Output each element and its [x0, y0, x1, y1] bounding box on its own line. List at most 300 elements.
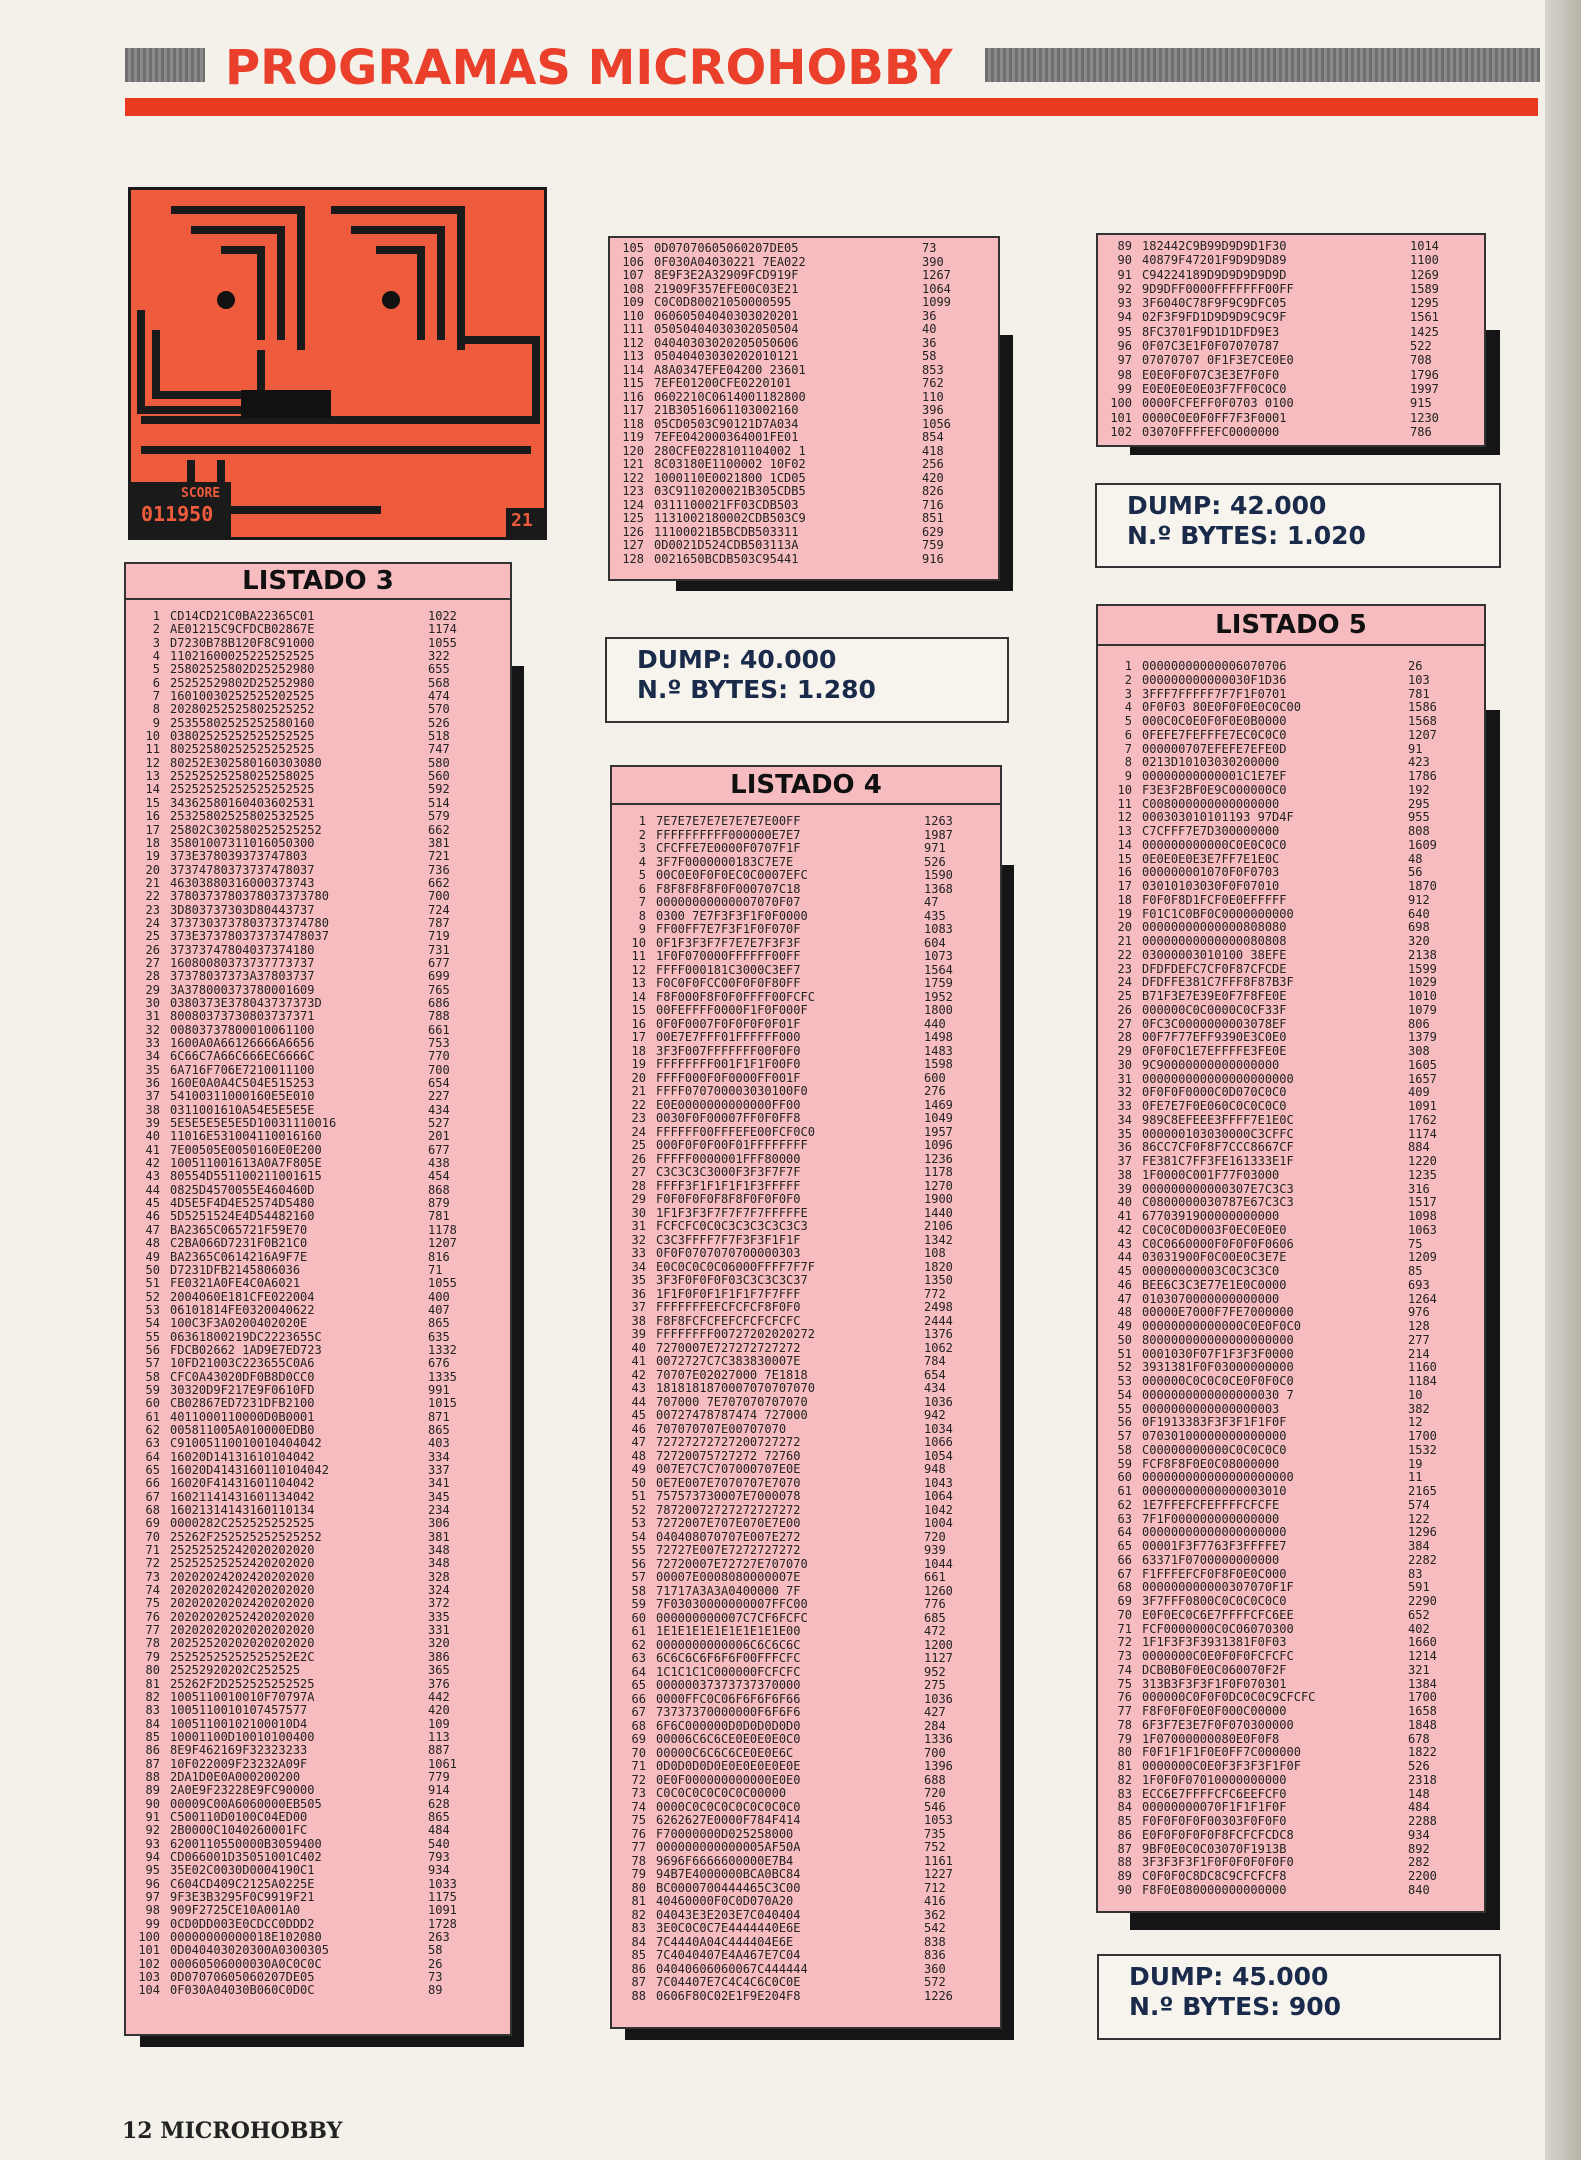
listing-row: [130, 1744, 510, 1757]
checksum: 320: [1408, 935, 1430, 948]
listing-row: [1102, 339, 1484, 353]
line-number: 22: [631, 1098, 646, 1112]
hex-code: FCFCFC0C0C3C3C3C3C3C3: [656, 1220, 808, 1233]
listing-row: [616, 910, 1000, 924]
line-number: 97: [145, 1891, 160, 1904]
listing-row: [616, 1706, 1000, 1720]
hex-code: F1FFFEFCF0F8F0E0C000: [1142, 1567, 1287, 1581]
line-number: 112: [622, 336, 644, 350]
hex-code: F70000000D025258000: [656, 1827, 794, 1841]
page-header: [125, 40, 1540, 96]
hex-code: 25252920202C252525: [170, 1664, 301, 1678]
listing-row: [614, 418, 998, 432]
line-number: 29: [631, 1193, 646, 1206]
line-number: 75: [631, 1814, 646, 1827]
checksum: 282: [1408, 1856, 1430, 1870]
checksum: 295: [1408, 797, 1430, 811]
hex-code: 02F3F9FD1D9D9D9C9C9F: [1142, 310, 1287, 325]
hex-code: 80080373730803737371: [170, 1010, 315, 1024]
listing-row: [616, 869, 1000, 883]
line-number: 79: [145, 1650, 160, 1664]
line-number: 80: [1117, 1746, 1132, 1760]
line-number: 101: [1110, 410, 1132, 425]
line-number: 124: [622, 498, 644, 512]
hex-code: 10F022009F23232A09F: [170, 1757, 308, 1771]
line-number: 109: [622, 296, 644, 309]
line-number: 19: [1117, 907, 1132, 921]
hex-code: F0F0F8D1FCF0E0EFFFFF: [1142, 893, 1287, 907]
listing-row: [1102, 282, 1484, 296]
listing-row: [616, 937, 1000, 951]
listing-row: [614, 296, 998, 310]
checksum: 26: [1408, 660, 1423, 673]
listing-row: [1102, 729, 1484, 743]
hex-code: 3A378000373780001609: [170, 983, 315, 997]
hex-code: 00C0E0F0F0EC0C0007EFC: [656, 869, 808, 882]
line-number: 38: [631, 1314, 646, 1328]
line-number: 4: [1124, 701, 1132, 715]
hex-code: 0825D4570055E460460D: [170, 1183, 315, 1197]
checksum: 546: [924, 1800, 946, 1814]
listing-row: [1102, 866, 1484, 880]
checksum: 328: [428, 1570, 450, 1584]
hex-code: 000000C0F0F0DC0C0C9CFCFC: [1142, 1691, 1316, 1705]
listing-row: [1102, 798, 1484, 812]
checksum: 1483: [924, 1044, 953, 1058]
hex-code: 3FFF7FFFFF7F7F1F0701: [1142, 687, 1287, 701]
line-number: 35: [145, 1063, 160, 1077]
checksum: 474: [428, 690, 450, 704]
checksum: 75: [1408, 1237, 1423, 1251]
checksum: 1517: [1408, 1196, 1437, 1210]
hex-code: 72727E007E7272727272: [656, 1544, 801, 1557]
hex-code: FFFFFF00FFFEFE00FCF0C0: [656, 1125, 815, 1139]
hex-code: 5D5251524E4D54482160: [170, 1210, 315, 1224]
hex-code: 25252525252525252525: [170, 783, 315, 797]
line-number: 70: [145, 1530, 160, 1544]
line-number: 39: [1117, 1182, 1132, 1196]
line-number: 86: [1117, 1828, 1132, 1842]
listing-row: [616, 1544, 1000, 1558]
listing-row: [616, 1166, 1000, 1180]
checksum: 1184: [1408, 1375, 1437, 1388]
line-number: 87: [1117, 1842, 1132, 1856]
listing-row: [1102, 743, 1484, 757]
checksum: 348: [428, 1557, 450, 1571]
hex-code: 1F0F0F07010000000000: [1142, 1773, 1287, 1787]
listing-row: [130, 1771, 510, 1784]
listing-row: [1102, 990, 1484, 1004]
hex-code: 25252525252525252E2C: [170, 1650, 315, 1664]
line-number: 49: [1117, 1320, 1132, 1333]
hex-code: C0C0C0C0C0C0C00000: [656, 1787, 787, 1800]
line-number: 8: [1124, 756, 1132, 770]
listing-row: [130, 850, 510, 863]
checksum: 572: [924, 1976, 946, 1989]
listing-row: [1102, 1416, 1484, 1430]
checksum: 560: [428, 770, 450, 784]
line-number: 92: [1117, 281, 1132, 296]
line-number: 71: [1117, 1622, 1132, 1636]
game-screenshot: [128, 187, 547, 540]
hex-code: E0E0E0E0E03F7FF0C0C0: [1142, 381, 1287, 396]
line-number: 95: [145, 1864, 160, 1878]
line-number: 33: [1117, 1100, 1132, 1113]
line-number: 63: [631, 1652, 646, 1665]
line-number: 74: [145, 1584, 160, 1598]
checksum: 1700: [1408, 1430, 1437, 1443]
line-number: 38: [1117, 1168, 1132, 1182]
line-number: 57: [631, 1571, 646, 1584]
listing-row: [130, 1064, 510, 1077]
checksum: 640: [1408, 907, 1430, 921]
listing-row: [616, 1301, 1000, 1315]
checksum: 26: [428, 1957, 443, 1971]
hex-code: 000000001070F0F0703: [1142, 866, 1280, 880]
checksum: 1209: [1408, 1251, 1437, 1265]
listing-row: [616, 1342, 1000, 1356]
checksum: 1296: [1408, 1526, 1437, 1540]
hex-code: 25262F252525252525252: [170, 1530, 322, 1544]
checksum: 1029: [1408, 976, 1437, 990]
checksum: 1800: [924, 1004, 953, 1017]
listing-row: [614, 553, 998, 567]
hex-code: 35801007311016050300: [170, 836, 315, 850]
listing-row: [614, 445, 998, 459]
listing-row: [1102, 1815, 1484, 1829]
hex-code: 00000000000000080808: [1142, 935, 1287, 948]
hex-code: 6262627E0000F784F414: [656, 1814, 801, 1827]
checksum: 887: [428, 1744, 450, 1758]
checksum: 1952: [924, 990, 953, 1004]
listing-row: [614, 539, 998, 553]
hex-code: 0F0F03 80E0F0F0E0C0C00: [1142, 701, 1301, 715]
listing-row: [130, 1170, 510, 1183]
listing-row: [1102, 839, 1484, 853]
hex-code: 72720075727272 72760: [656, 1449, 801, 1463]
line-number: 58: [1117, 1443, 1132, 1457]
level-number: 21: [511, 510, 533, 531]
line-number: 94: [145, 1850, 160, 1864]
line-number: 20: [1117, 921, 1132, 935]
hex-code: 9F3E3B3295F0C9919F21: [170, 1891, 315, 1904]
listing-row: [616, 829, 1000, 843]
hex-code: C0800000030787E67C3C3: [1142, 1196, 1294, 1210]
line-number: 50: [145, 1263, 160, 1277]
hex-code: 800000000000000000000: [1142, 1333, 1294, 1347]
checksum: 1063: [1408, 1223, 1437, 1237]
hex-code: C00000000000C0C0C0C0: [1142, 1443, 1287, 1457]
hex-code: 20202020202020202020: [170, 1624, 315, 1638]
checksum: 518: [428, 730, 450, 744]
checksum: 708: [1410, 353, 1432, 368]
hex-code: 9696F6666600000E7B4: [656, 1854, 794, 1868]
checksum: 91: [1408, 742, 1423, 756]
listing-row: [616, 842, 1000, 856]
checksum: 1786: [1408, 770, 1437, 783]
checksum: 654: [428, 1077, 450, 1091]
checksum: 36: [922, 309, 937, 323]
listing-row: [130, 1210, 510, 1223]
hex-code: 6A716F706E7210011100: [170, 1063, 315, 1077]
listing-row: [614, 269, 998, 283]
listing-row: [1102, 963, 1484, 977]
hex-code: 0E7E007E7070707E7070: [656, 1476, 801, 1490]
line-number: 36: [631, 1287, 646, 1301]
hex-code: 00727478787474 727000: [656, 1409, 808, 1422]
listing-row: [616, 1058, 1000, 1072]
hex-code: FFFFFFFFFF000000E7E7: [656, 828, 801, 842]
listing-row: [616, 991, 1000, 1005]
hex-code: 25262F2D252525252525: [170, 1677, 315, 1691]
line-number: 71: [145, 1544, 160, 1558]
checksum: 661: [924, 1571, 946, 1584]
checksum: 316: [1408, 1182, 1430, 1196]
checksum: 776: [924, 1598, 946, 1611]
checksum: 712: [924, 1881, 946, 1895]
listing-row: [616, 1990, 1000, 2004]
dump-box-3: [1097, 1954, 1501, 2040]
listing-row: [1102, 1746, 1484, 1760]
checksum: 403: [428, 1437, 450, 1451]
checksum: 1820: [924, 1260, 953, 1274]
checksum: 851: [922, 512, 944, 525]
hex-code: 37373747804037374180: [170, 943, 315, 957]
listing-row: [130, 1958, 510, 1971]
hex-code: 7270007E727272727272: [656, 1341, 801, 1355]
line-number: 74: [1117, 1663, 1132, 1677]
listing-row: [616, 1450, 1000, 1464]
listing-row: [130, 810, 510, 823]
listing-row: [616, 1801, 1000, 1815]
line-number: 28: [1117, 1031, 1132, 1045]
checksum: 1336: [924, 1733, 953, 1746]
checksum: 1498: [924, 1031, 953, 1044]
line-number: 37: [145, 1090, 160, 1104]
listing-row: [1102, 310, 1484, 324]
dump-box-1: [605, 637, 1009, 723]
hex-code: 0FC3C0000000003078EF: [1142, 1017, 1287, 1031]
checksum: 948: [924, 1463, 946, 1476]
listing-row: [1102, 1719, 1484, 1733]
listing-row: [1102, 1526, 1484, 1540]
checksum: 772: [924, 1287, 946, 1301]
listing-row: [616, 1018, 1000, 1032]
checksum: 71: [428, 1263, 443, 1277]
listing-row: [1102, 784, 1484, 798]
hex-code: 46303880316000373743: [170, 876, 315, 890]
checksum: 1264: [1408, 1292, 1437, 1306]
listing-row: [616, 1733, 1000, 1747]
line-number: 17: [1117, 880, 1132, 893]
listing-row: [616, 1193, 1000, 1207]
listing-row: [614, 404, 998, 418]
line-number: 85: [631, 1949, 646, 1962]
hex-code: 04043E3E203E7C040404: [656, 1908, 801, 1922]
checksum: 574: [1408, 1498, 1430, 1512]
listing-row: [130, 1931, 510, 1944]
hex-code: DFDFDEFC7CF0F87CFCDE: [1142, 962, 1287, 976]
checksum: 779: [428, 1770, 450, 1784]
page-title: PROGRAMAS MICROHOBBY: [225, 40, 953, 96]
listing-row: [130, 1864, 510, 1877]
checksum: 784: [924, 1355, 946, 1368]
line-number: 114: [622, 363, 644, 377]
line-number: 52: [145, 1290, 160, 1304]
listing-row: [1102, 1485, 1484, 1499]
listing-row: [130, 1277, 510, 1290]
listing-row: [130, 1397, 510, 1410]
hex-code: 0000000C0E0F0F0FCFCFC: [1142, 1650, 1294, 1663]
checksum: 1728: [428, 1917, 457, 1931]
hex-code: 0000000000000000003: [1142, 1402, 1280, 1416]
hex-code: 1C1C1C1C000000FCFCFC: [656, 1665, 801, 1679]
checksum: 677: [428, 956, 450, 970]
line-number: 15: [1117, 852, 1132, 866]
line-number: 58: [145, 1370, 160, 1384]
hex-code: 00000E7000F7FE7000000: [1142, 1306, 1294, 1320]
checksum: 1586: [1408, 701, 1437, 715]
line-number: 9: [638, 923, 646, 936]
checksum: 762: [922, 377, 944, 390]
checksum: 58: [428, 1944, 443, 1958]
listing-row: [616, 1153, 1000, 1167]
line-number: 126: [622, 525, 644, 539]
hex-code: 04040303020205050606: [654, 336, 799, 350]
checksum: 1098: [1408, 1210, 1437, 1223]
listing-row: [130, 1704, 510, 1717]
listing-row: [616, 1477, 1000, 1491]
line-number: 49: [145, 1250, 160, 1264]
line-number: 23: [1117, 962, 1132, 976]
checksum: 2290: [1408, 1595, 1437, 1608]
hex-code: 0F07C3E1F0F07070787: [1142, 339, 1280, 354]
listing-row: [1102, 1884, 1484, 1898]
line-number: 78: [631, 1854, 646, 1868]
hex-code: 16020F41431601104042: [170, 1477, 315, 1491]
checksum: 128: [1408, 1320, 1430, 1333]
checksum: 2282: [1408, 1553, 1437, 1567]
line-number: 79: [631, 1868, 646, 1881]
listing-top-right-rows: [1098, 235, 1484, 439]
checksum: 1342: [924, 1233, 953, 1247]
listing-row: [130, 1838, 510, 1851]
header-rule: [125, 98, 1538, 116]
hex-code: 71717A3A3A0400000 7F: [656, 1584, 801, 1598]
checksum: 1598: [924, 1058, 953, 1071]
checksum: 915: [1410, 396, 1432, 411]
listing-row: [1102, 1870, 1484, 1884]
line-number: 52: [631, 1503, 646, 1517]
line-number: 85: [145, 1730, 160, 1744]
listing-row: [614, 512, 998, 526]
listing-row: [616, 977, 1000, 991]
line-number: 61: [631, 1625, 646, 1638]
listing-row: [130, 1517, 510, 1530]
listing-row: [1102, 1856, 1484, 1870]
line-number: 72: [1117, 1636, 1132, 1650]
line-number: 21: [1117, 935, 1132, 948]
listing-row: [614, 337, 998, 351]
checksum: 693: [1408, 1278, 1430, 1292]
hex-code: 000000C0C0C0CE0F0F0C0: [1142, 1375, 1294, 1388]
listing-row: [130, 1491, 510, 1504]
line-number: 102: [138, 1957, 160, 1971]
checksum: 1015: [428, 1397, 457, 1411]
listing4: [610, 765, 1002, 2029]
listing-row: [616, 1490, 1000, 1504]
listing-row: [1102, 1045, 1484, 1059]
checksum: 337: [428, 1464, 450, 1477]
checksum: 788: [428, 1010, 450, 1024]
listing-row: [130, 917, 510, 930]
checksum: 1044: [924, 1557, 953, 1571]
listing-row: [130, 1878, 510, 1891]
checksum: 192: [1408, 783, 1430, 797]
hex-code: 11100021B5BCDB503311: [654, 525, 799, 539]
hex-code: 86CC7CF0F8F7CCC8667CF: [1142, 1141, 1294, 1155]
checksum: 1099: [922, 296, 951, 309]
line-number: 80: [631, 1881, 646, 1895]
checksum: 688: [924, 1773, 946, 1787]
line-number: 51: [1117, 1347, 1132, 1361]
checksum: 427: [924, 1706, 946, 1719]
checksum: 879: [428, 1197, 450, 1211]
line-number: 89: [1117, 239, 1132, 253]
line-number: 39: [631, 1328, 646, 1341]
listing-row: [616, 1963, 1000, 1977]
listing-row: [1102, 1196, 1484, 1210]
hex-code: C3C3C3C3000F3F3F7F7F: [656, 1166, 801, 1179]
hex-code: 0E0F000000000000E0E0: [656, 1773, 801, 1787]
hex-code: 80252E302580160303080: [170, 756, 322, 770]
hex-code: BA2365C065721F59E70: [170, 1223, 308, 1237]
hex-code: 20202020242020202020: [170, 1584, 315, 1598]
listing-row: [1102, 1004, 1484, 1018]
checksum: 376: [428, 1677, 450, 1691]
hex-code: 1818181870007070707070: [656, 1382, 815, 1395]
checksum: 698: [1408, 921, 1430, 935]
checksum: 526: [1408, 1760, 1430, 1773]
hex-code: 00803737800010061100: [170, 1023, 315, 1037]
listing-row: [130, 997, 510, 1010]
hex-code: 9D9DFF0000FFFFFFF00FF: [1142, 281, 1294, 296]
checksum: 362: [924, 1908, 946, 1922]
listing-row: [130, 1811, 510, 1824]
hex-code: 8C03180E1100002 10F02: [654, 458, 806, 471]
checksum: 472: [924, 1625, 946, 1638]
checksum: 542: [924, 1922, 946, 1935]
listing-row: [616, 1976, 1000, 1990]
checksum: 1987: [924, 828, 953, 842]
line-number: 13: [631, 977, 646, 990]
listing-row: [130, 1971, 510, 1984]
hex-code: 25252525242020202020: [170, 1544, 315, 1558]
hex-code: 7E7E7E7E7E7E7E7E00FF: [656, 815, 801, 828]
hex-code: 25802C302580252525252: [170, 823, 322, 837]
listing-row: [130, 1651, 510, 1664]
hex-code: 03010103030F0F07010: [1142, 880, 1280, 893]
hex-code: 37374780373737478037: [170, 863, 315, 877]
hex-code: 25252529802D25252980: [170, 676, 315, 690]
listing-row: [1102, 1760, 1484, 1774]
listing-row: [616, 1895, 1000, 1909]
hex-code: 313B3F3F3F1F0F070301: [1142, 1677, 1287, 1691]
checksum: 1657: [1408, 1072, 1437, 1086]
line-number: 38: [145, 1103, 160, 1117]
checksum: 1161: [924, 1854, 953, 1868]
checksum: 752: [924, 1841, 946, 1854]
